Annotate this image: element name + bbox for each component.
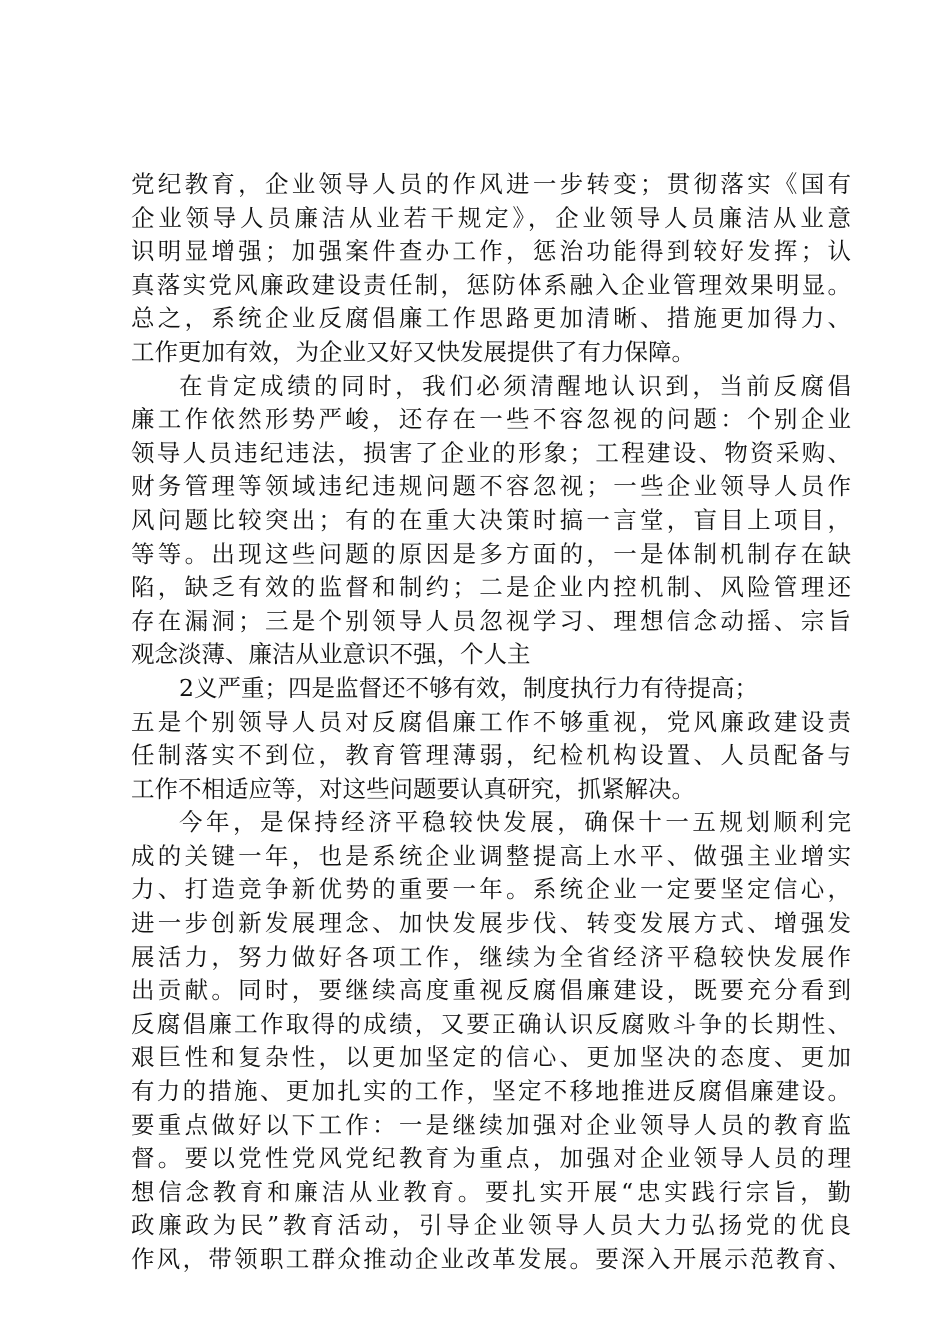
text-line: 作风，带领职工群众推动企业改革发展。要深入开展示范教育、 bbox=[131, 1245, 851, 1273]
document-body bbox=[131, 168, 851, 1277]
text-line: 等等。出现这些问题的原因是多方面的，一是体制机制存在缺 bbox=[131, 539, 851, 568]
text-line: 任制落实不到位，教育管理薄弱，纪检机构设置、人员配备与 bbox=[131, 741, 851, 770]
text-line: 出贡献。同时，要继续高度重视反腐倡廉建设，既要充分看到 bbox=[131, 976, 851, 1005]
text-line: 总之，系统企业反腐倡廉工作思路更加清晰、措施更加得力、 bbox=[131, 304, 851, 333]
text-line: 要重点做好以下工作：一是继续加强对企业领导人员的教育监 bbox=[131, 1110, 851, 1139]
text-line: 进一步创新发展理念、加快发展步伐、转变发展方式、增强发 bbox=[131, 909, 851, 938]
text-line: 力、打造竞争新优势的重要一年。系统企业一定要坚定信心， bbox=[131, 875, 851, 904]
text-line: 有力的措施、更加扎实的工作，坚定不移地推进反腐倡廉建设。 bbox=[131, 1077, 851, 1106]
text-line: 想信念教育和廉洁从业教育。要扎实开展“忠实践行宗旨，勤 bbox=[131, 1177, 851, 1206]
text-line: 成的关键一年，也是系统企业调整提高上水平、做强主业增实 bbox=[131, 841, 851, 870]
text-line: 财务管理等领域违纪违规问题不容忽视；一些企业领导人员作 bbox=[131, 472, 851, 501]
text-line: 陷，缺乏有效的监督和制约；二是企业内控机制、风险管理还 bbox=[131, 573, 851, 602]
text-line: 廉工作依然形势严峻，还存在一些不容忽视的问题：个别企业 bbox=[131, 405, 851, 434]
text-line: 领导人员违纪违法，损害了企业的形象；工程建设、物资采购、 bbox=[131, 438, 851, 467]
text-line: 真落实党风廉政建设责任制，惩防体系融入企业管理效果明显。 bbox=[131, 270, 851, 299]
text-line: 在肯定成绩的同时，我们必须清醒地认识到，当前反腐倡 bbox=[179, 371, 851, 400]
text-line: 2义严重；四是监督还不够有效，制度执行力有待提高； bbox=[179, 673, 758, 702]
text-line: 今年，是保持经济平稳较快发展，确保十一五规划顺利完 bbox=[179, 808, 851, 837]
text-line: 工作更加有效，为企业又好又快发展提供了有力保障。 bbox=[131, 337, 695, 366]
text-line: 识明显增强；加强案件查办工作，惩治功能得到较好发挥；认 bbox=[131, 237, 851, 266]
text-line: 存在漏洞；三是个别领导人员忽视学习、理想信念动摇、宗旨 bbox=[131, 606, 851, 635]
text-line: 督。要以党性党风党纪教育为重点，加强对企业领导人员的理 bbox=[131, 1144, 851, 1173]
text-line: 反腐倡廉工作取得的成绩，又要正确认识反腐败斗争的长期性、 bbox=[131, 1009, 851, 1038]
text-line: 工作不相适应等，对这些问题要认真研究，抓紧解决。 bbox=[131, 774, 695, 803]
text-line: 五是个别领导人员对反腐倡廉工作不够重视，党风廉政建设责 bbox=[131, 707, 851, 736]
text-line: 艰巨性和复杂性，以更加坚定的信心、更加坚决的态度、更加 bbox=[131, 1043, 851, 1072]
text-line: 党纪教育，企业领导人员的作风进一步转变；贯彻落实《国有 bbox=[131, 170, 851, 198]
text-line: 风问题比较突出；有的在重大决策时搞一言堂，盲目上项目， bbox=[131, 505, 851, 534]
text-line: 企业领导人员廉洁从业若干规定》，企业领导人员廉洁从业意 bbox=[131, 203, 851, 232]
text-line: 展活力，努力做好各项工作，继续为全省经济平稳较快发展作 bbox=[131, 942, 851, 971]
text-line: 观念淡薄、廉洁从业意识不强，个人主 bbox=[131, 640, 531, 669]
text-line: 政廉政为民”教育活动，引导企业领导人员大力弘扬党的优良 bbox=[131, 1211, 851, 1240]
